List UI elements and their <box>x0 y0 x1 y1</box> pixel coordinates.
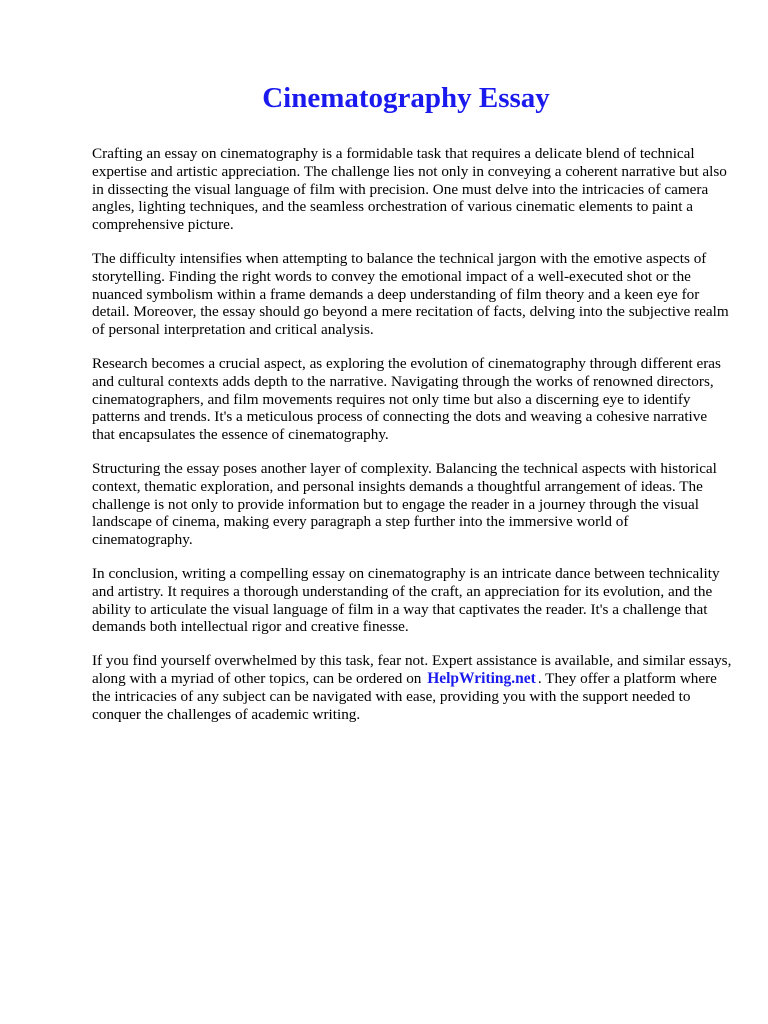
paragraph-1: Crafting an essay on cinematography is a formidable task that requires a delicate blend of technical expertise and artistic appreciation. The challenge lies not only in conveying a coherent narrative but also in dissecting the visual language of film with precision. One must delve into the intricacies of camera angles, lighting techniques, and the seamless orchestration of various cinematic elements to paint a comprehensive picture. <box>92 145 727 234</box>
paragraph-6-intro: If you find yourself overwhelmed by this task, fear not. Expert assistance is available, and similar essays, along with a myriad of other topics, can be ordered on <box>92 652 732 687</box>
paragraph-6 <box>92 652 732 723</box>
paragraph-6-outro: . They offer a platform where the intricacies of any subject can be navigated with ease, providing you with the support needed to conquer the challenges of academic writing. <box>92 669 717 723</box>
paragraph-2: The difficulty intensifies when attempting to balance the technical jargon with the emotive aspects of storytelling. Finding the right words to convey the emotional impact of a well-executed shot or the nuanced symbolism within a frame demands a deep understanding of film theory and a keen eye for detail. Moreover, the essay should go beyond a mere recitation of facts, delving into the subjective realm of personal interpretation and critical analysis. <box>92 249 729 339</box>
paragraph-3: Research becomes a crucial aspect, as exploring the evolution of cinematography through different eras and cultural contexts adds depth to the narrative. Navigating through the works of renowned directors, cinematographers, and film movements requires not only time but also a discerning eye to identify patterns and trends. It's a meticulous process of connecting the dots and weaving a cohesive narrative that encapsulates the essence of cinematography. <box>92 354 721 444</box>
page-title: Cinematography Essay <box>262 82 550 114</box>
helpwriting-link[interactable]: HelpWriting.net <box>427 669 536 687</box>
paragraph-5: In conclusion, writing a compelling essay on cinematography is an intricate dance between technicality and artistry. It requires a thorough understanding of the craft, an appreciation for its evolution, and the ability to articulate the visual language of film in a way that captivates the reader. It's a challenge that demands both intellectual rigor and creative finesse. <box>92 564 720 636</box>
paragraph-4: Structuring the essay poses another layer of complexity. Balancing the technical aspects with historical context, thematic exploration, and personal insights demands a thoughtful arrangement of ideas. The challenge is not only to provide information but to engage the reader in a journey through the visual landscape of cinema, making every paragraph a step further into the immersive world of cinematography. <box>92 459 717 549</box>
essay-body <box>92 145 732 739</box>
